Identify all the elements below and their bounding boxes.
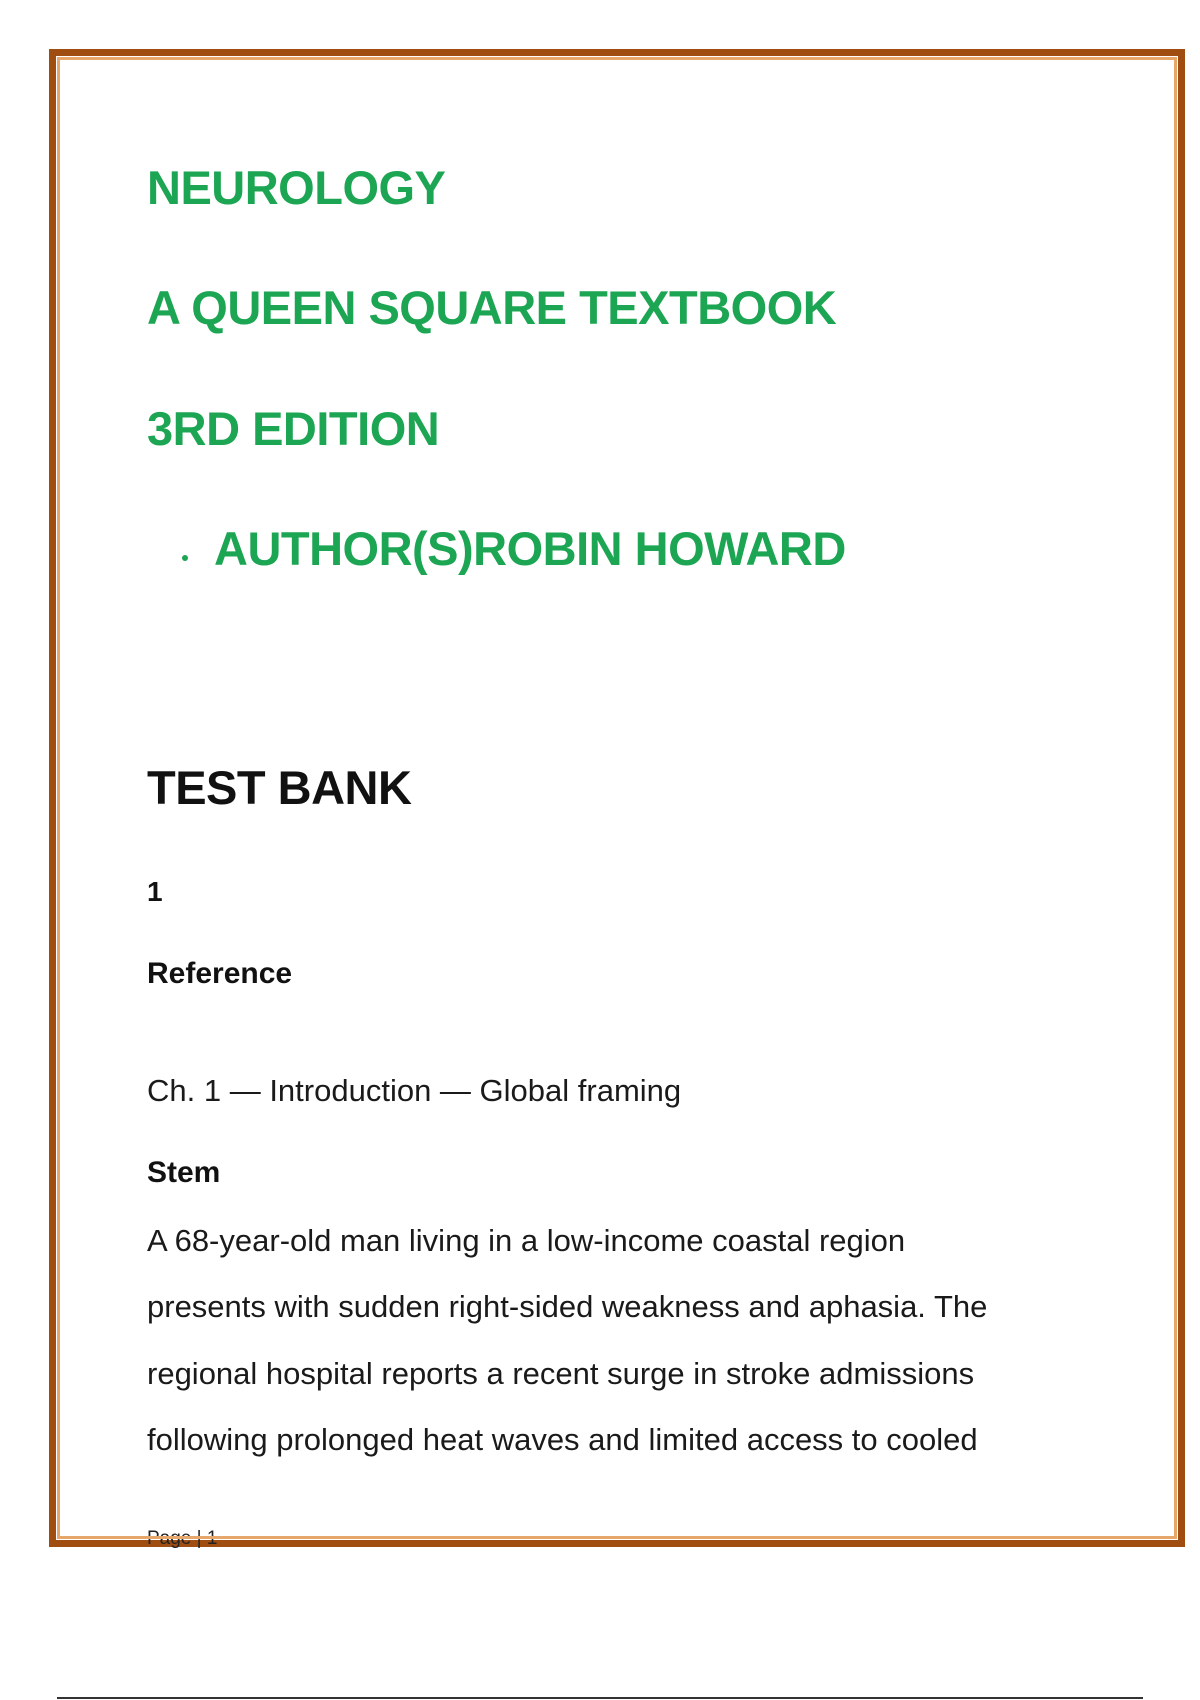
stem-line: following prolonged heat waves and limited access to cooled	[147, 1422, 978, 1457]
book-title: NEUROLOGY	[147, 161, 446, 214]
page-divider	[57, 1697, 1143, 1699]
page-frame	[49, 49, 1185, 1547]
stem-line: presents with sudden right-sided weakness and aphasia. The	[147, 1289, 988, 1324]
question-number: 1	[147, 876, 163, 907]
book-edition: 3RD EDITION	[147, 402, 440, 455]
reference-label: Reference	[147, 957, 293, 990]
stem-label: Stem	[147, 1156, 221, 1189]
author-list-item	[182, 522, 846, 575]
reference-text: Ch. 1 — Introduction — Global framing	[147, 1073, 682, 1108]
page-number-footer: Page | 1	[147, 1528, 218, 1549]
bullet-icon	[182, 555, 188, 561]
stem-line: regional hospital reports a recent surge in stroke admissions	[147, 1356, 975, 1391]
stem-line: A 68-year-old man living in a low-income coastal region	[147, 1223, 906, 1258]
book-subtitle: A QUEEN SQUARE TEXTBOOK	[147, 281, 837, 334]
book-author: AUTHOR(S)ROBIN HOWARD	[214, 522, 846, 575]
section-heading: TEST BANK	[147, 761, 412, 814]
page-content	[56, 56, 1178, 1549]
